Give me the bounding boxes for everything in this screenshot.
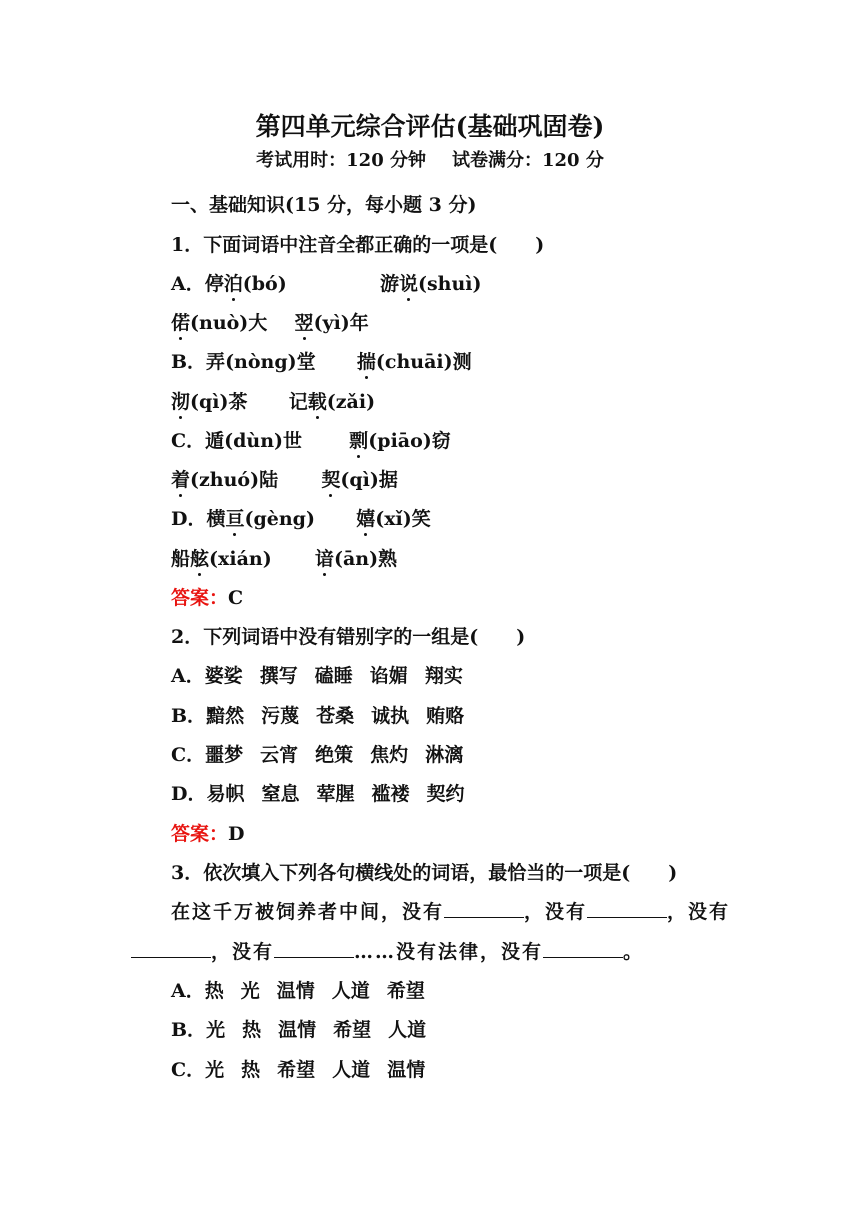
q3-option-b: B．光 热 温情 希望 人道 bbox=[171, 1019, 427, 1041]
q1-option-a-line1: A．停泊(bó) 游说(shuì) bbox=[171, 270, 482, 298]
q2-stem: 2．下列词语中没有错别字的一组是( ) bbox=[171, 626, 526, 648]
section-heading: 一、基础知识(15 分，每小题 3 分) bbox=[171, 194, 477, 216]
q3-option-a: A．热 光 温情 人道 希望 bbox=[171, 980, 425, 1002]
q1-option-a-line2: 偌(nuò)大 翌(yì)年 bbox=[171, 309, 369, 337]
answer-label: 答案： bbox=[171, 823, 229, 845]
document-title: 第四单元综合评估(基础巩固卷) bbox=[255, 112, 605, 141]
fill-blank bbox=[274, 939, 354, 958]
fill-blank bbox=[543, 939, 623, 958]
q2-option-c: C．噩梦 云宵 绝策 焦灼 淋漓 bbox=[171, 744, 464, 766]
q1-stem: 1．下面词语中注音全都正确的一项是( ) bbox=[171, 234, 545, 256]
q1-option-b-line1: B．弄(nòng)堂 揣(chuāi)测 bbox=[171, 348, 472, 376]
answer-label: 答案： bbox=[171, 587, 229, 609]
q2-option-a: A．婆娑 撰写 磕睡 谄媚 翔实 bbox=[171, 665, 463, 687]
fill-blank bbox=[587, 899, 667, 918]
q2-option-b: B．黯然 污蔑 苍桑 诚执 贿赂 bbox=[171, 705, 465, 727]
exam-score: 试卷满分：120 分 bbox=[452, 150, 604, 171]
q3-passage-line2: ，没有 ……没有法律，没有 。 bbox=[131, 938, 644, 966]
answer-value: D bbox=[228, 823, 245, 845]
exam-info bbox=[0, 147, 860, 175]
exam-time: 考试用时：120 分钟 bbox=[256, 150, 426, 171]
q1-option-c-line1: C．遁(dùn)世 剽(piāo)窃 bbox=[171, 427, 451, 455]
q1-option-d-line2: 船舷(xián) 谙(ān)熟 bbox=[171, 545, 397, 573]
q2-answer bbox=[171, 820, 245, 848]
q3-passage-line1: 在这千万被饲养者中间，没有 ，没有 ，没有 bbox=[171, 901, 731, 923]
q2-option-d: D．易帜 窒息 荤腥 褴褛 契约 bbox=[171, 783, 465, 805]
answer-value: C bbox=[228, 587, 244, 609]
q1-option-b-line2: 沏(qì)茶 记载(zǎi) bbox=[171, 388, 375, 416]
q3-option-c: C．光 热 希望 人道 温情 bbox=[171, 1059, 426, 1081]
fill-blank bbox=[444, 899, 524, 918]
fill-blank bbox=[131, 939, 211, 958]
q3-stem: 3．依次填入下列各句横线处的词语，最恰当的一项是( ) bbox=[171, 862, 678, 884]
q1-option-c-line2: 着(zhuó)陆 契(qì)据 bbox=[171, 466, 398, 494]
q1-answer bbox=[171, 584, 243, 612]
q1-option-d-line1: D．横亘(gèng) 嬉(xǐ)笑 bbox=[171, 505, 431, 533]
